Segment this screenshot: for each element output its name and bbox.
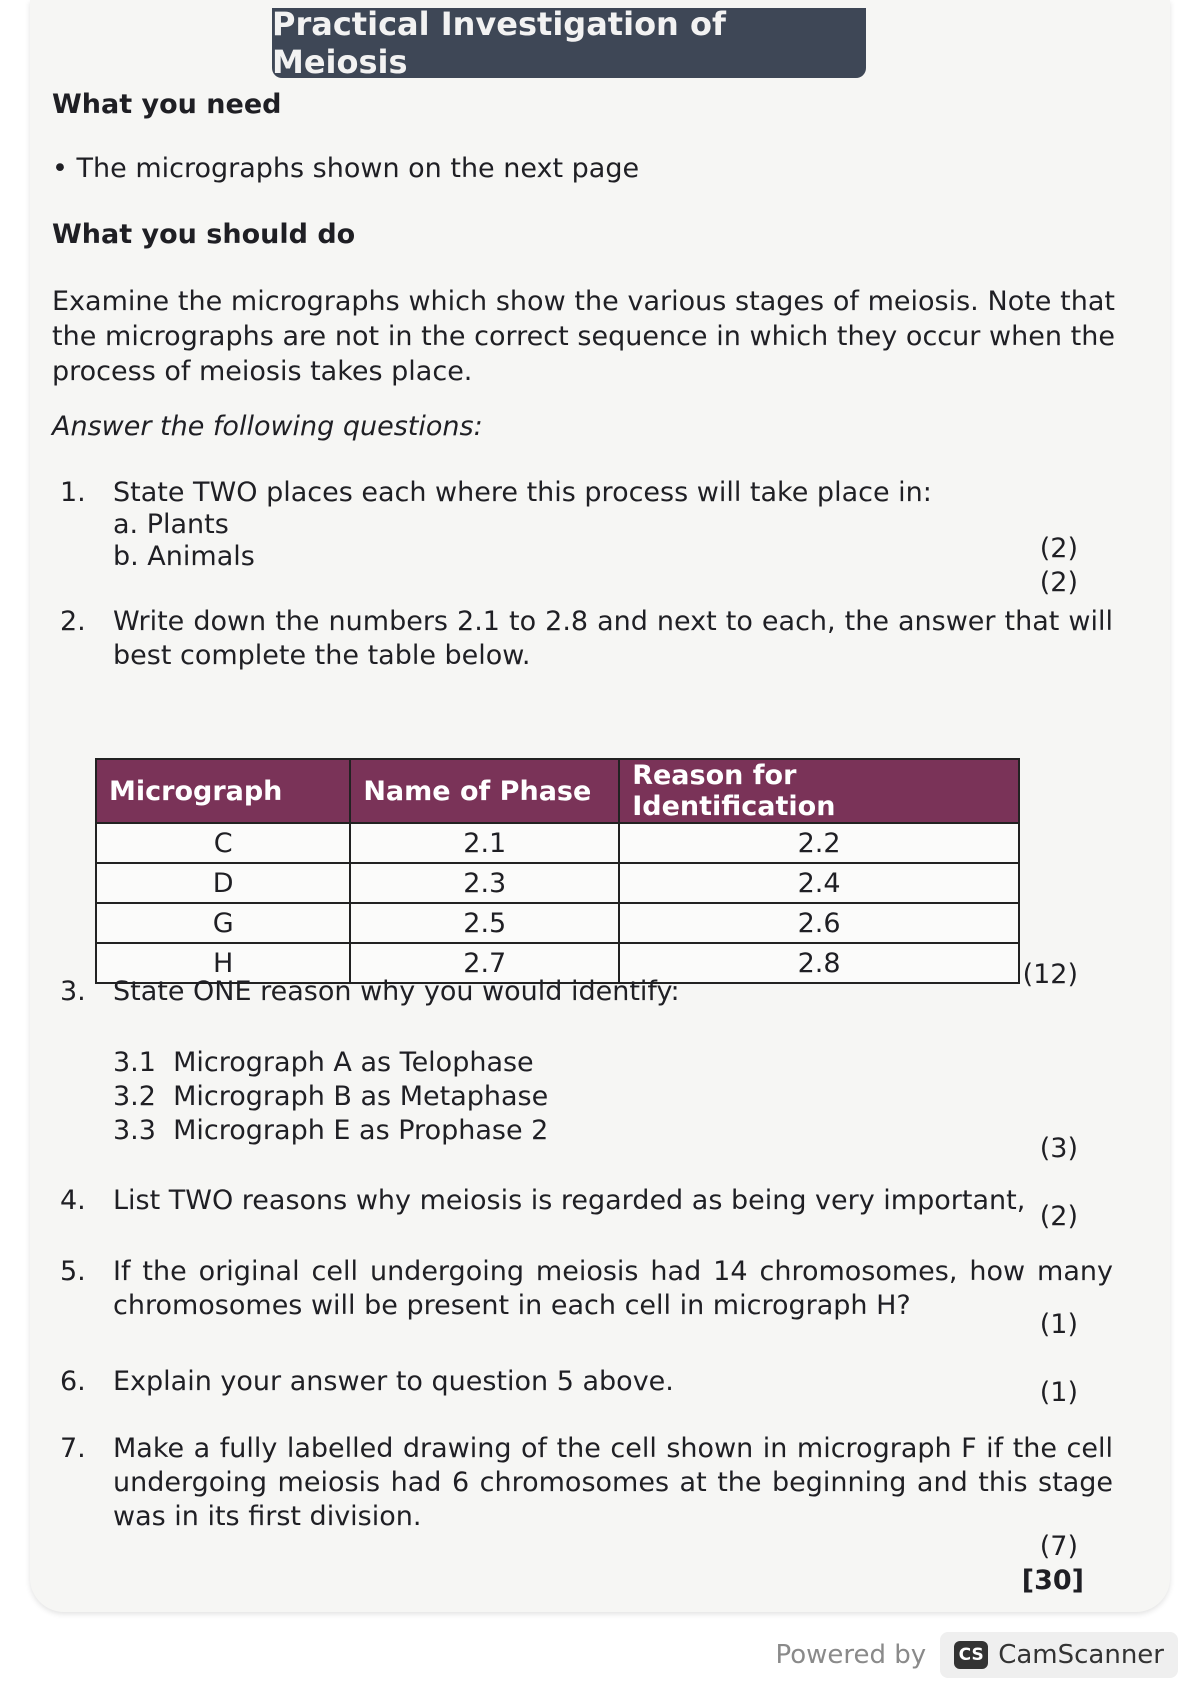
q3-item-1-text: Micrograph A as Telophase [173,1047,534,1078]
cell-micrograph: C [96,823,350,863]
q1-b: b. Animals [113,541,255,572]
phase-table [95,758,1020,984]
table-row [96,903,1019,943]
header-reason: Reason for Identification [619,759,1019,823]
table-row [96,823,1019,863]
q7-number: 7. [60,1433,86,1464]
q7-text: Make a fully labelled drawing of the cell shown in micrograph F if the cell undergoing meiosis had 6 chromosomes at the beginning and this stage was in its first division. [113,1433,1113,1532]
cell-micrograph: G [96,903,350,943]
cell-reason: 2.8 [619,943,1019,983]
q6-number: 6. [60,1366,86,1397]
q1-number: 1. [60,477,86,508]
q3-item-3-text: Micrograph E as Prophase 2 [173,1115,549,1146]
q7-mark: (7) [1039,1531,1078,1562]
camscanner-name: CamScanner [998,1640,1164,1670]
q3-mark: (3) [1039,1133,1078,1164]
q6-text: Explain your answer to question 5 above. [113,1366,674,1397]
q2-number: 2. [60,606,86,637]
need-item [52,152,639,186]
need-heading: What you need [52,89,282,120]
cell-reason: 2.4 [619,863,1019,903]
q4-text: List TWO reasons why meiosis is regarded as being very important, [113,1185,1026,1216]
cell-phase: 2.3 [350,863,619,903]
q1-mark-b: (2) [1039,567,1078,598]
table-header-row [96,759,1019,823]
q3-item-2 [113,1080,548,1114]
q5-text: If the original cell undergoing meiosis had 14 chromosomes, how many chromosomes will be present in each cell in micrograph H? [113,1256,1113,1321]
q3-item-3 [113,1114,548,1148]
header-phase: Name of Phase [350,759,619,823]
q5-number: 5. [60,1256,86,1287]
do-heading: What you should do [52,219,356,250]
table-row [96,863,1019,903]
q3-item-2-num: 3.2 [113,1081,156,1112]
cell-phase: 2.7 [350,943,619,983]
q3-item-1-num: 3.1 [113,1047,156,1078]
q3-item-2-text: Micrograph B as Metaphase [173,1081,549,1112]
q3-number: 3. [60,976,86,1007]
cell-phase: 2.1 [350,823,619,863]
q4-mark: (2) [1039,1201,1078,1232]
bullet-icon: • [52,153,77,184]
q1-text: State TWO places each where this process will take place in: [113,477,932,508]
cell-phase: 2.5 [350,903,619,943]
total-marks: [30] [1021,1565,1084,1596]
instructions-paragraph: Examine the micrographs which show the various stages of meiosis. Note that the micrographs are not in the correct sequence in which they occur when the process of meiosis takes place. [52,286,1115,387]
q1-mark-a: (2) [1039,533,1078,564]
q3-item-3-num: 3.3 [113,1115,156,1146]
powered-by-text: Powered by [775,1640,927,1670]
need-item-text: The micrographs shown on the next page [76,153,640,184]
q4-number: 4. [60,1185,86,1216]
page-title: Practical Investigation of Meiosis [272,8,866,78]
worksheet-page [30,0,1170,1612]
camscanner-logo-icon: CS [954,1641,988,1669]
scanner-watermark [776,1632,1179,1678]
answer-heading: Answer the following questions: [52,411,483,442]
q5-mark: (1) [1039,1309,1078,1340]
cell-reason: 2.6 [619,903,1019,943]
cell-reason: 2.2 [619,823,1019,863]
q2-text: Write down the numbers 2.1 to 2.8 and next to each, the answer that will best complete the table below. [113,606,1113,671]
q2-mark: (12) [1022,959,1078,990]
q6-mark: (1) [1039,1377,1078,1408]
cell-micrograph: D [96,863,350,903]
camscanner-badge [940,1632,1178,1678]
q3-text: State ONE reason why you would identify: [113,976,680,1007]
header-micrograph: Micrograph [96,759,350,823]
cell-micrograph: H [96,943,350,983]
q3-item-1 [113,1046,534,1080]
q1-a: a. Plants [113,509,229,540]
